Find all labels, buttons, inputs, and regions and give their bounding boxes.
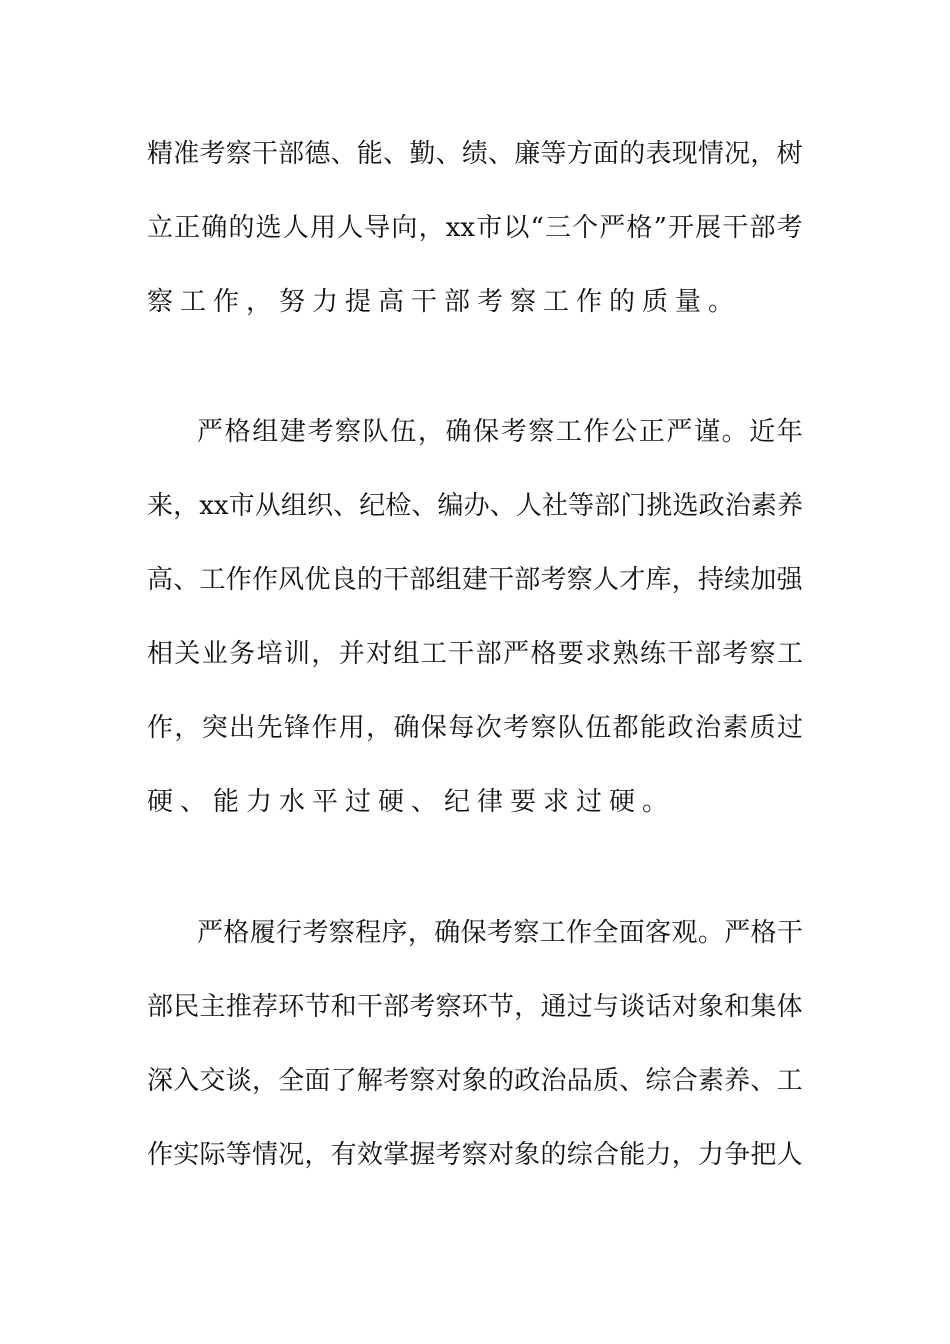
paragraph-3-line-4: 作 实 际 等 情 况 ， 有 效 掌 握 考 察 对 象 的 综 合 能 力 ， 力 争 把 人 <box>147 1140 803 1170</box>
paragraph-2-line-2: 来 ， xx 市 从 组 织 、 纪 检 、 编 办 、 人 社 等 部 门 挑 选 政 治 素 养 <box>147 491 803 521</box>
paragraph-2-line-6: 硬、能力水平过硬、纪律要求过硬。 <box>147 787 676 817</box>
paragraph-3-line-3: 深 入 交 谈 ， 全 面 了 解 考 察 对 象 的 政 治 品 质 、 综 合 素 养 、 工 <box>147 1066 803 1096</box>
paragraph-2-line-1: 严 格 组 建 考 察 队 伍 ， 确 保 考 察 工 作 公 正 严 谨 。 近 年 <box>197 417 803 447</box>
paragraph-1-line-1: 精 准 考 察 干 部 德 、 能 、 勤 、 绩 、 廉 等 方 面 的 表 现 情 况 ， 树 <box>147 139 803 169</box>
paragraph-2-line-5: 作 ， 突 出 先 锋 作 用 ， 确 保 每 次 考 察 队 伍 都 能 政 治 素 质 过 <box>147 713 803 743</box>
paragraph-3-line-2: 部 民 主 推 荐 环 节 和 干 部 考 察 环 节 ， 通 过 与 谈 话 对 象 和 集 体 <box>147 992 803 1022</box>
paragraph-3-line-1: 严 格 履 行 考 察 程 序 ， 确 保 考 察 工 作 全 面 客 观 。 严 格 干 <box>197 918 803 948</box>
paragraph-1-line-2: 立 正 确 的 选 人 用 人 导 向 ， xx 市 以 “ 三 个 严 格 ” 开 展 干 部 考 <box>147 213 803 243</box>
paragraph-2-line-3: 高 、 工 作 作 风 优 良 的 干 部 组 建 干 部 考 察 人 才 库 ， 持 续 加 强 <box>147 565 803 595</box>
paragraph-2-line-4: 相 关 业 务 培 训 ， 并 对 组 工 干 部 严 格 要 求 熟 练 干 部 考 察 工 <box>147 639 803 669</box>
paragraph-1-line-3: 察工作，努力提高干部考察工作的质量。 <box>147 287 742 317</box>
